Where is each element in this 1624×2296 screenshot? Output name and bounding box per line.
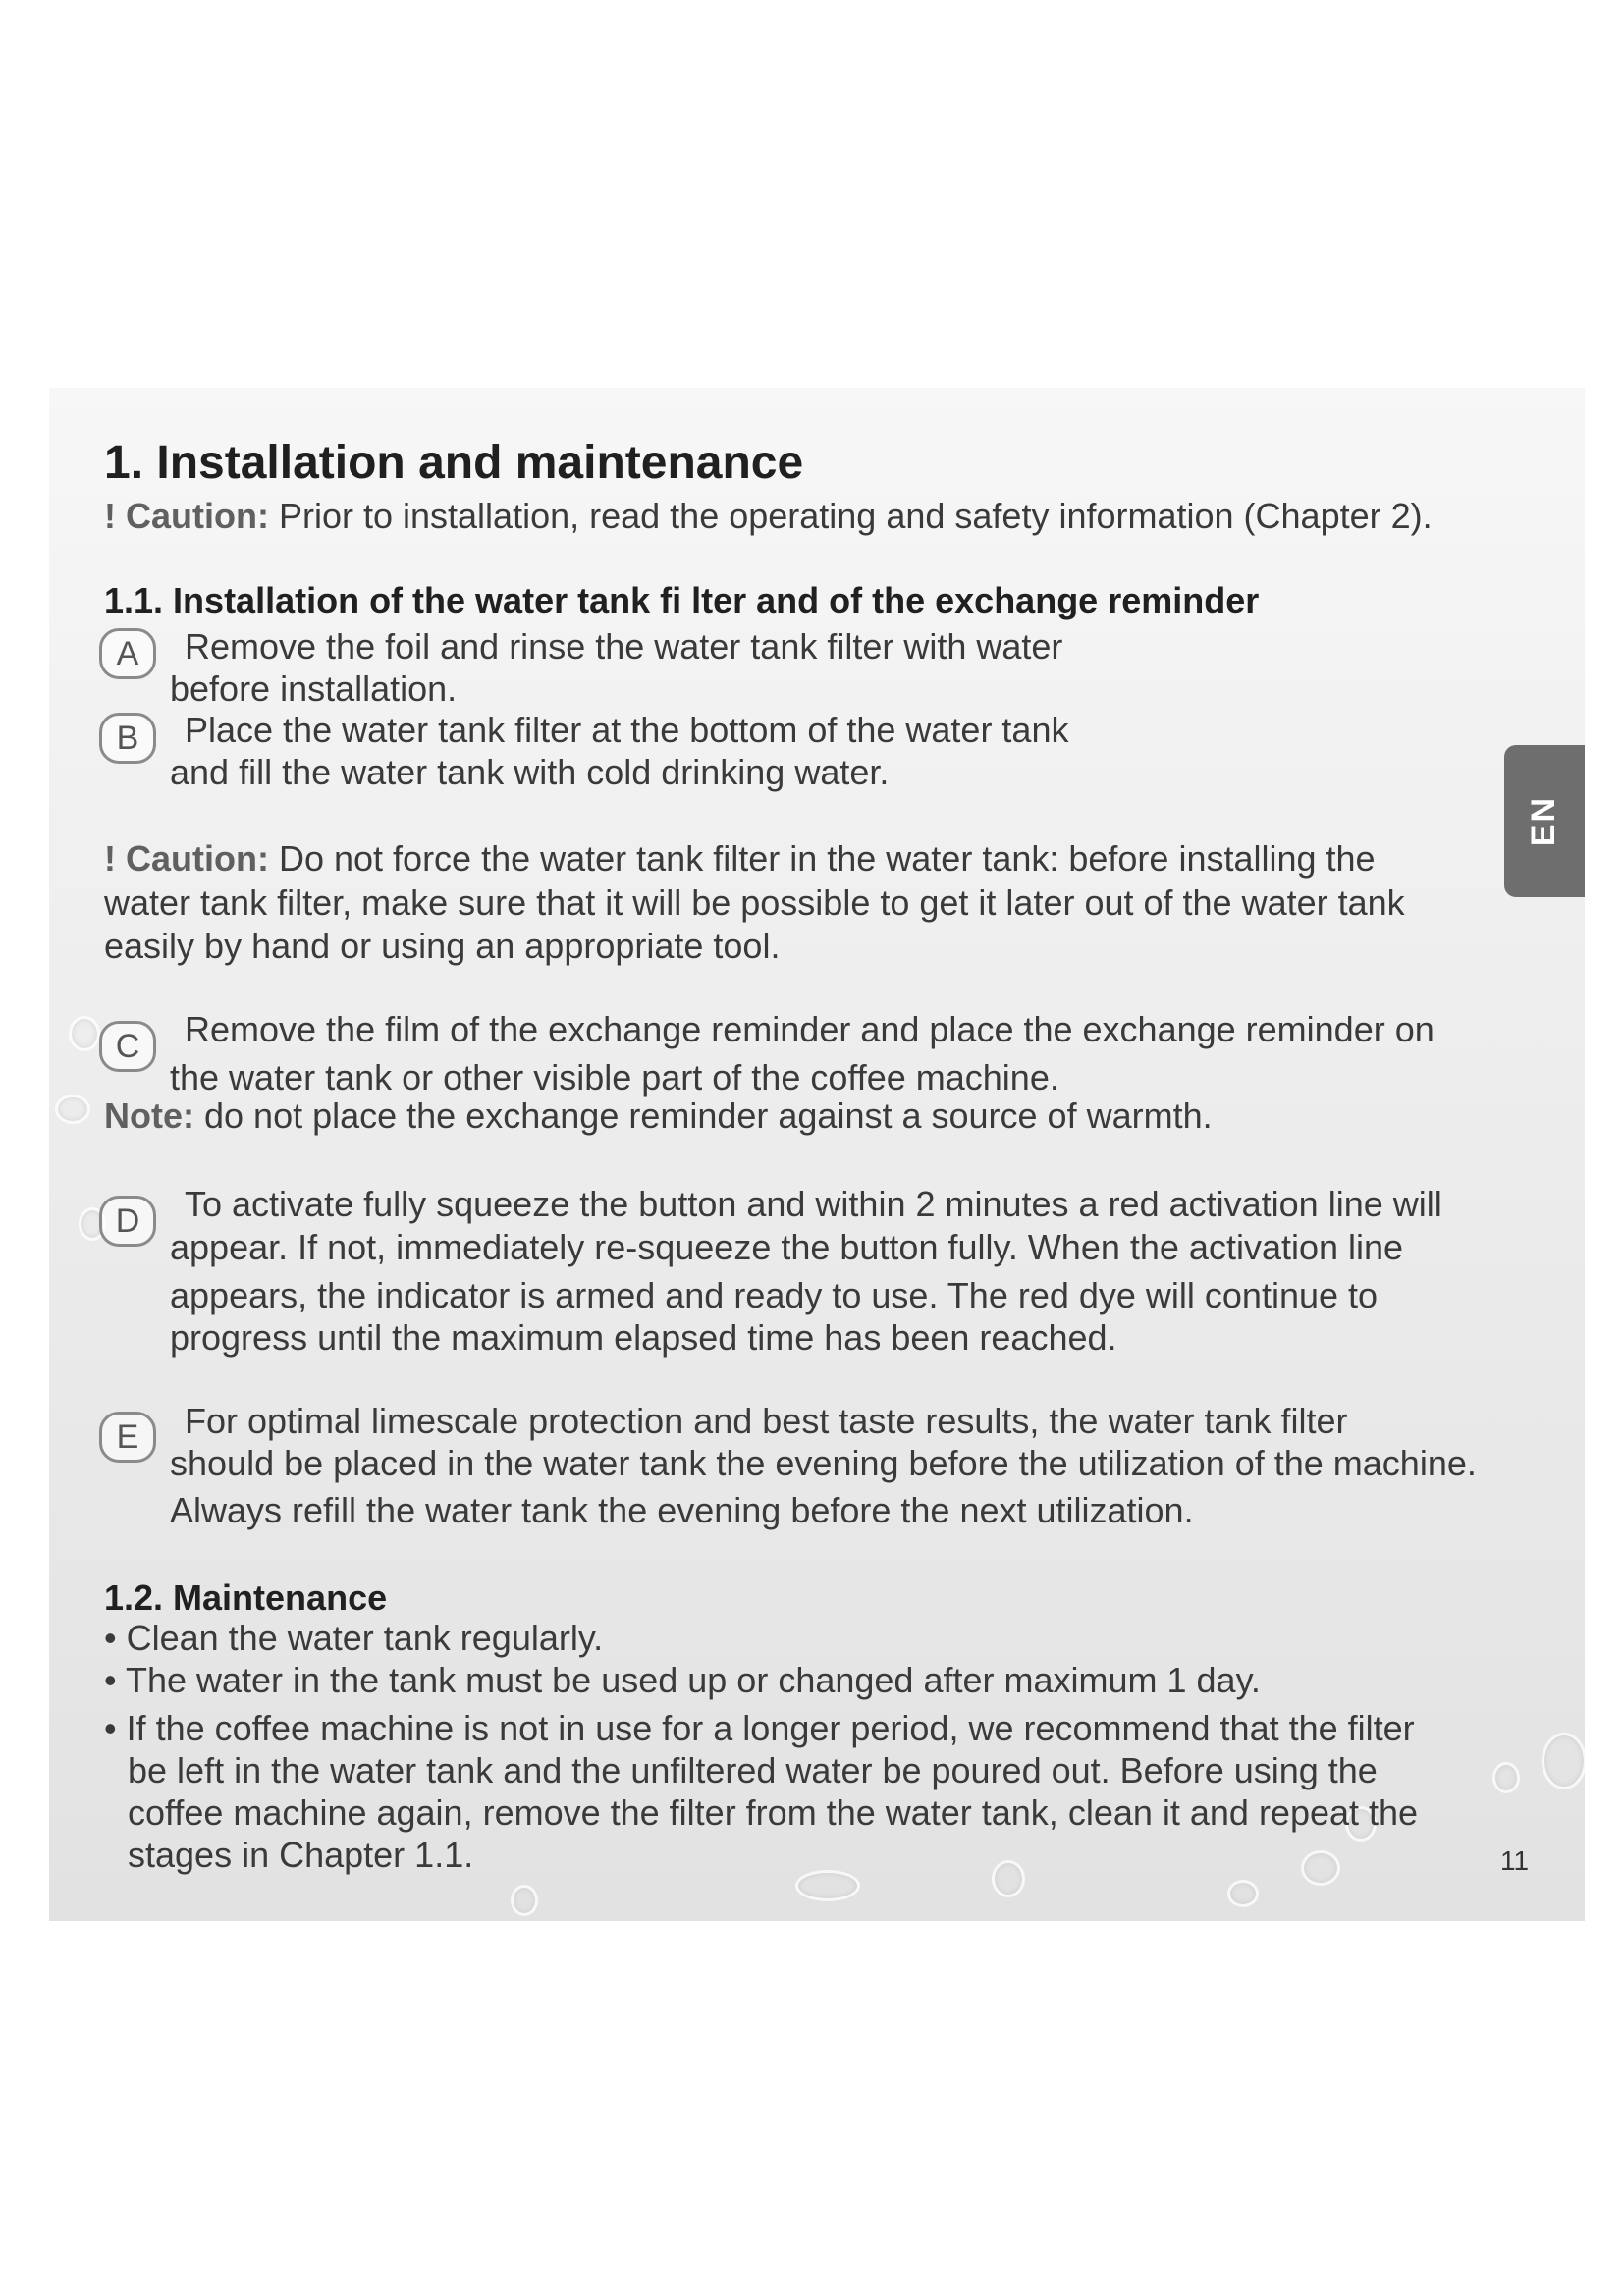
maintenance-bullet-1: • Clean the water tank regularly.: [104, 1618, 604, 1658]
water-droplet-image: [511, 1885, 538, 1916]
caution-label: ! Caution:: [104, 496, 269, 536]
water-droplet-image: [1301, 1850, 1340, 1886]
water-droplet-image: [795, 1870, 860, 1901]
section-title: 1. Installation and maintenance: [104, 437, 804, 489]
water-droplet-image: [1492, 1762, 1520, 1793]
subsection-title-installation: 1.1. Installation of the water tank fi lter and of the exchange reminder: [104, 580, 1260, 620]
maintenance-bullet-3-line-3: coffee machine again, remove the filter from the water tank, clean it and repeat the: [128, 1792, 1419, 1833]
step-b-line-1: Place the water tank filter at the bottom of the water tank: [185, 710, 1069, 750]
step-d-line-1: To activate fully squeeze the button and within 2 minutes a red activation line will: [185, 1184, 1442, 1224]
note-text: do not place the exchange reminder against a source of warmth.: [194, 1095, 1213, 1136]
step-badge-a: A: [99, 628, 156, 679]
step-c-line-1: Remove the film of the exchange reminder and place the exchange reminder on: [185, 1009, 1435, 1049]
step-b-line-2: and fill the water tank with cold drinking water.: [170, 752, 890, 792]
note-label: Note:: [104, 1095, 194, 1136]
step-c-line-2: the water tank or other visible part of the coffee machine.: [170, 1057, 1059, 1097]
step-e-line-3: Always refill the water tank the evening before the next utilization.: [170, 1490, 1194, 1530]
water-droplet-image: [69, 1016, 100, 1051]
maintenance-bullet-3-line-4: stages in Chapter 1.1.: [128, 1835, 474, 1875]
step-d-line-2: appear. If not, immediately re-squeeze the button fully. When the activation line: [170, 1227, 1404, 1267]
maintenance-bullet-3-line-2: be left in the water tank and the unfiltered water be poured out. Before using the: [128, 1750, 1378, 1790]
maintenance-bullet-3-line-1: • If the coffee machine is not in use for a longer period, we recommend that the filter: [104, 1708, 1415, 1748]
step-e-line-2: should be placed in the water tank the evening before the utilization of the machine.: [170, 1443, 1477, 1483]
step-badge-d: D: [99, 1196, 156, 1247]
page-number: 11: [1500, 1845, 1530, 1876]
caution-label: ! Caution:: [104, 838, 269, 879]
note-line: [104, 1095, 1213, 1136]
caution-line-1: [104, 838, 1376, 879]
step-d-line-3: appears, the indicator is armed and ready to use. The red dye will continue to: [170, 1275, 1379, 1315]
subsection-title-maintenance: 1.2. Maintenance: [104, 1577, 388, 1618]
caution-text: Prior to installation, read the operating and safety information (Chapter 2).: [268, 496, 1433, 536]
step-badge-e: E: [99, 1412, 156, 1463]
step-d-line-4: progress until the maximum elapsed time has been reached.: [170, 1317, 1117, 1358]
section-caution: [104, 496, 1433, 536]
caution-text: Do not force the water tank filter in the water tank: before installing the: [268, 838, 1376, 879]
water-droplet-image: [55, 1095, 90, 1124]
step-badge-c: C: [99, 1021, 156, 1072]
water-droplet-image: [992, 1860, 1025, 1897]
step-a-line-1: Remove the foil and rinse the water tank filter with water: [185, 626, 1063, 667]
water-droplet-image: [1227, 1880, 1259, 1907]
step-a-line-2: before installation.: [170, 668, 458, 709]
water-droplet-image: [1542, 1733, 1585, 1789]
language-tab-label: EN: [1525, 795, 1563, 847]
step-e-line-1: For optimal limescale protection and best taste results, the water tank filter: [185, 1401, 1348, 1441]
maintenance-bullet-2: • The water in the tank must be used up or changed after maximum 1 day.: [104, 1660, 1261, 1700]
caution-line-2: water tank filter, make sure that it will be possible to get it later out of the water tank: [104, 882, 1405, 923]
language-tab: [1504, 745, 1585, 897]
step-badge-b: B: [99, 713, 156, 764]
caution-line-3: easily by hand or using an appropriate tool.: [104, 926, 781, 966]
